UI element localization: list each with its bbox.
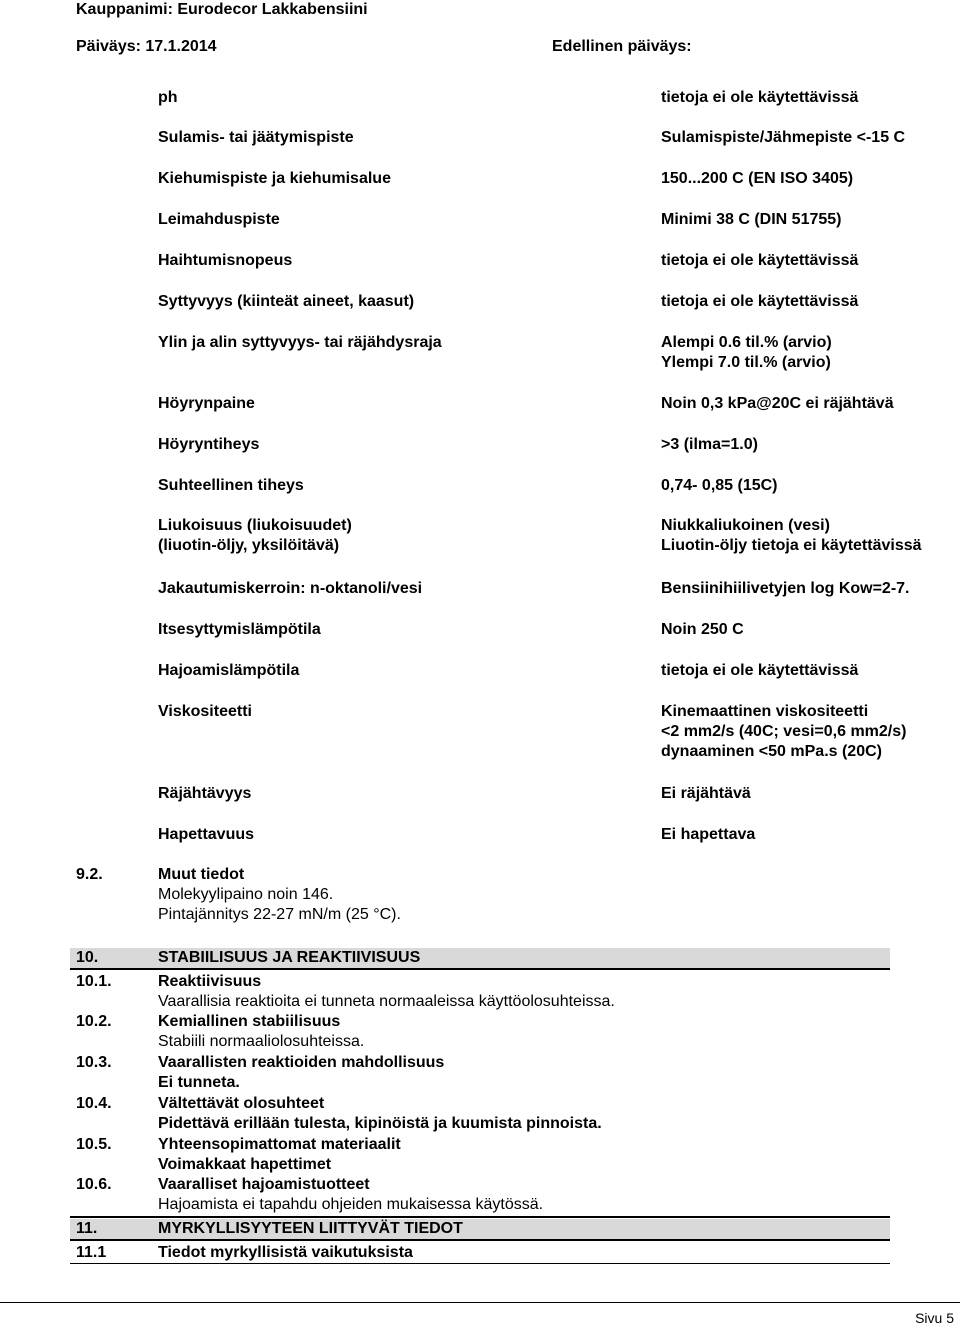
section-11-1-underline [70, 1263, 890, 1264]
prop-value-solubility: Niukkaliukoinen (vesi) [661, 517, 830, 534]
item-number: 10.2. [76, 1013, 112, 1030]
section-10-number: 10. [76, 949, 99, 966]
prop-value-melting: Sulamispiste/Jähmepiste <-15 C [661, 129, 906, 146]
prop-value-autoignition: Noin 250 C [661, 621, 744, 638]
section-11-1-title: Tiedot myrkyllisistä vaikutuksista [158, 1244, 413, 1261]
decomposition-products-text: Hajoamista ei tapahdu ohjeiden mukaisessa käytössä. [158, 1196, 544, 1213]
prop-label-explosive: Räjähtävyys [158, 785, 252, 802]
prop-label-flash: Leimahduspiste [158, 211, 280, 228]
prop-label-melting: Sulamis- tai jäätymispiste [158, 129, 354, 146]
prop-label-autoignition: Itsesyttymislämpötila [158, 621, 321, 638]
item-number: 10.4. [76, 1095, 112, 1112]
item-number: 10.3. [76, 1054, 112, 1071]
other-info-title: Muut tiedot [158, 866, 245, 883]
prop-label-evaporation: Haihtumisnopeus [158, 252, 293, 269]
prop-value-solubility-2: Liuotin-öljy tietoja ei käytettävissä [661, 537, 922, 554]
prop-label-oxidising: Hapettavuus [158, 826, 255, 843]
prop-label-viscosity: Viskositeetti [158, 703, 252, 720]
prop-value-explosive: Ei räjähtävä [661, 785, 751, 802]
prop-label-relative-density: Suhteellinen tiheys [158, 477, 304, 494]
section-10-underline [70, 968, 890, 970]
stability-title: Kemiallinen stabiilisuus [158, 1013, 341, 1030]
prop-value-vapour-pressure: Noin 0,3 kPa@20C ei räjähtävä [661, 395, 894, 412]
reactivity-title: Reaktiivisuus [158, 973, 262, 990]
prop-label-boiling: Kiehumispiste ja kiehumisalue [158, 170, 391, 187]
hazardous-reactions-title: Vaarallisten reaktioiden mahdollisuus [158, 1054, 445, 1071]
prop-label-vapour-pressure: Höyrynpaine [158, 395, 255, 412]
trade-name: Kauppanimi: Eurodecor Lakkabensiini [76, 1, 368, 18]
prop-value-oxidising: Ei hapettava [661, 826, 756, 843]
conditions-to-avoid-title: Vältettävät olosuhteet [158, 1095, 325, 1112]
document-date: Päiväys: 17.1.2014 [76, 38, 217, 55]
prop-value-viscosity-2: <2 mm2/s (40C; vesi=0,6 mm2/s) [661, 723, 907, 740]
section-11-underline [70, 1239, 890, 1241]
decomposition-products-title: Vaaralliset hajoamistuotteet [158, 1176, 370, 1193]
hazardous-reactions-text: Ei tunneta. [158, 1074, 240, 1091]
prop-value-vapour-density: >3 (ilma=1.0) [661, 436, 758, 453]
prop-label-solubility: Liukoisuus (liukoisuudet) [158, 517, 352, 534]
prop-value-flash: Minimi 38 C (DIN 51755) [661, 211, 842, 228]
conditions-to-avoid-text: Pidettävä erillään tulesta, kipinöistä ja kuumista pinnoista. [158, 1115, 602, 1132]
stability-text: Stabiili normaaliolosuhteissa. [158, 1033, 365, 1050]
prop-value-flammability: tietoja ei ole käytettävissä [661, 293, 859, 310]
prop-label-decomposition: Hajoamislämpötila [158, 662, 300, 679]
prop-value-relative-density: 0,74- 0,85 (15C) [661, 477, 778, 494]
prop-value-viscosity: Kinemaattinen viskositeetti [661, 703, 869, 720]
item-number: 10.1. [76, 973, 112, 990]
incompatible-materials-title: Yhteensopimattomat materiaalit [158, 1136, 401, 1153]
previous-date: Edellinen päiväys: [552, 38, 692, 55]
prop-label-partition: Jakautumiskerroin: n-oktanoli/vesi [158, 580, 423, 597]
prop-value-viscosity-3: dynaaminen <50 mPa.s (20C) [661, 743, 882, 760]
prop-label-solubility-2: (liuotin-öljy, yksilöitävä) [158, 537, 340, 554]
prop-value-ph: tietoja ei ole käytettävissä [661, 89, 859, 106]
reactivity-text: Vaarallisia reaktioita ei tunneta normaaleissa käyttöolosuhteissa. [158, 993, 615, 1010]
surface-tension: Pintajännitys 22-27 mN/m (25 °C). [158, 906, 401, 923]
prop-value-upper-limit: Ylempi 7.0 til.% (arvio) [661, 354, 831, 371]
prop-value-boiling: 150...200 C (EN ISO 3405) [661, 170, 854, 187]
section-11-title: MYRKYLLISYYTEEN LIITTYVÄT TIEDOT [158, 1220, 463, 1237]
prop-label-vapour-density: Höyryntiheys [158, 436, 260, 453]
item-number: 10.6. [76, 1176, 112, 1193]
prop-label-ph: ph [158, 89, 178, 106]
prop-label-explosion-limits: Ylin ja alin syttyvyys- tai räjähdysraja [158, 334, 442, 351]
section-11-number: 11. [76, 1220, 98, 1237]
prop-value-partition: Bensiinihiilivetyjen log Kow=2-7. [661, 580, 910, 597]
section-11-topline [70, 1216, 890, 1218]
prop-value-decomposition: tietoja ei ole käytettävissä [661, 662, 859, 679]
section-10-title: STABIILISUUS JA REAKTIIVISUUS [158, 949, 421, 966]
molecular-weight: Molekyylipaino noin 146. [158, 886, 334, 903]
other-info-number: 9.2. [76, 866, 103, 883]
footer-divider [0, 1302, 960, 1303]
prop-value-lower-limit: Alempi 0.6 til.% (arvio) [661, 334, 832, 351]
item-number: 10.5. [76, 1136, 112, 1153]
incompatible-materials-text: Voimakkaat hapettimet [158, 1156, 332, 1173]
prop-label-flammability: Syttyvyys (kiinteät aineet, kaasut) [158, 293, 415, 310]
page-number: Sivu 5 [915, 1310, 954, 1326]
prop-value-evaporation: tietoja ei ole käytettävissä [661, 252, 859, 269]
section-11-1-number: 11.1 [76, 1244, 107, 1261]
